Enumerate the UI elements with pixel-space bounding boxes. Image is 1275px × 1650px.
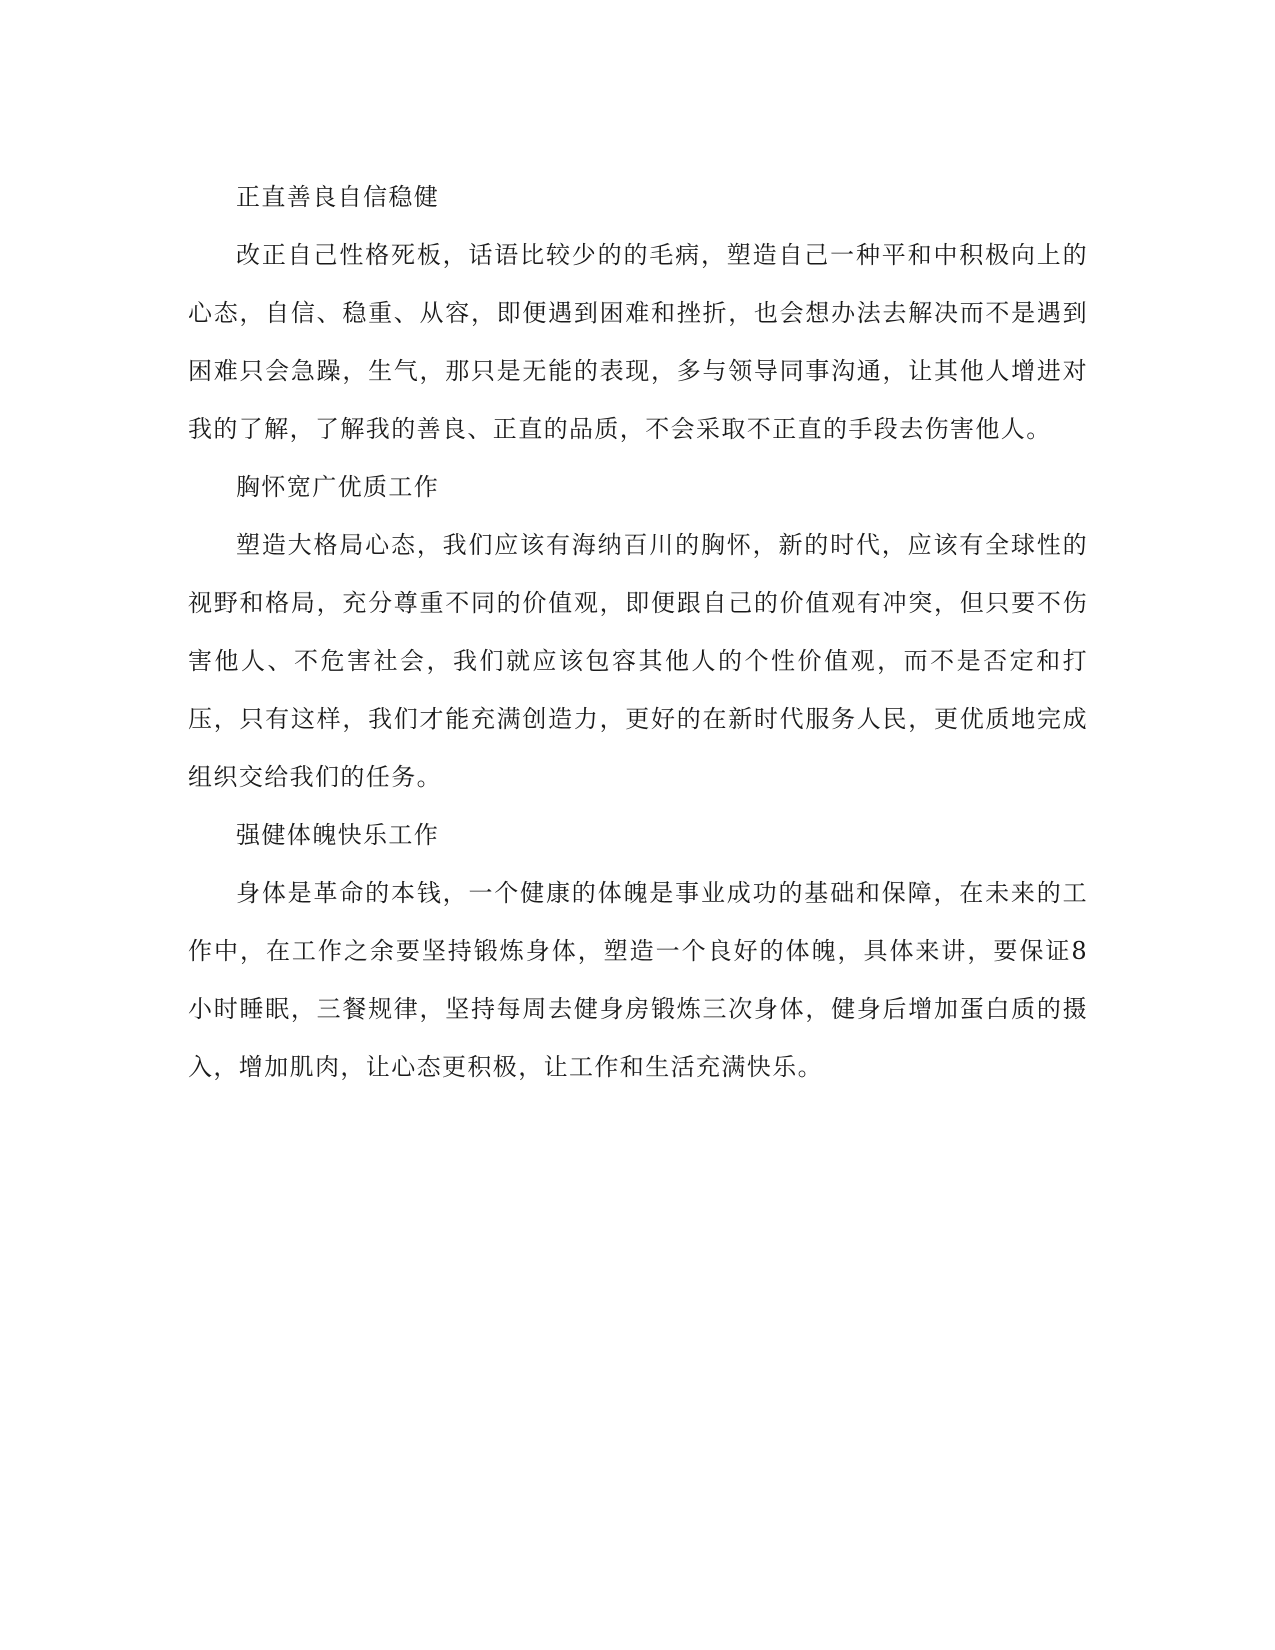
paragraph-broad-mind: 塑造大格局心态，我们应该有海纳百川的胸怀，新的时代，应该有全球性的视野和格局，充分尊重不同的价值观，即便跟自己的价值观有冲突，但只要不伤害他人、不危害社会，我们就应该包容其他人的个性价值观，而不是否定和打压，只有这样，我们才能充满创造力，更好的在新时代服务人民，更优质地完成组织交给我们的任务。 <box>188 531 1088 791</box>
document-body <box>188 168 1088 1096</box>
paragraph-integrity: 改正自己性格死板，话语比较少的的毛病，塑造自己一种平和中积极向上的心态，自信、稳重、从容，即便遇到困难和挫折，也会想办法去解决而不是遇到困难只会急躁，生气，那只是无能的表现，多与领导同事沟通，让其他人增进对我的了解，了解我的善良、正直的品质，不会采取不正直的手段去伤害他人。 <box>188 241 1088 443</box>
section-heading-integrity: 正直善良自信稳健 <box>236 183 440 211</box>
section-heading-broad-mind: 胸怀宽广优质工作 <box>236 473 440 501</box>
paragraph-health: 身体是革命的本钱，一个健康的体魄是事业成功的基础和保障，在未来的工作中，在工作之余要坚持锻炼身体，塑造一个良好的体魄，具体来讲，要保证8小时睡眠，三餐规律，坚持每周去健身房锻炼三次身体，健身后增加蛋白质的摄入，增加肌肉，让心态更积极，让工作和生活充满快乐。 <box>188 879 1088 1081</box>
section-heading-health: 强健体魄快乐工作 <box>236 821 440 849</box>
